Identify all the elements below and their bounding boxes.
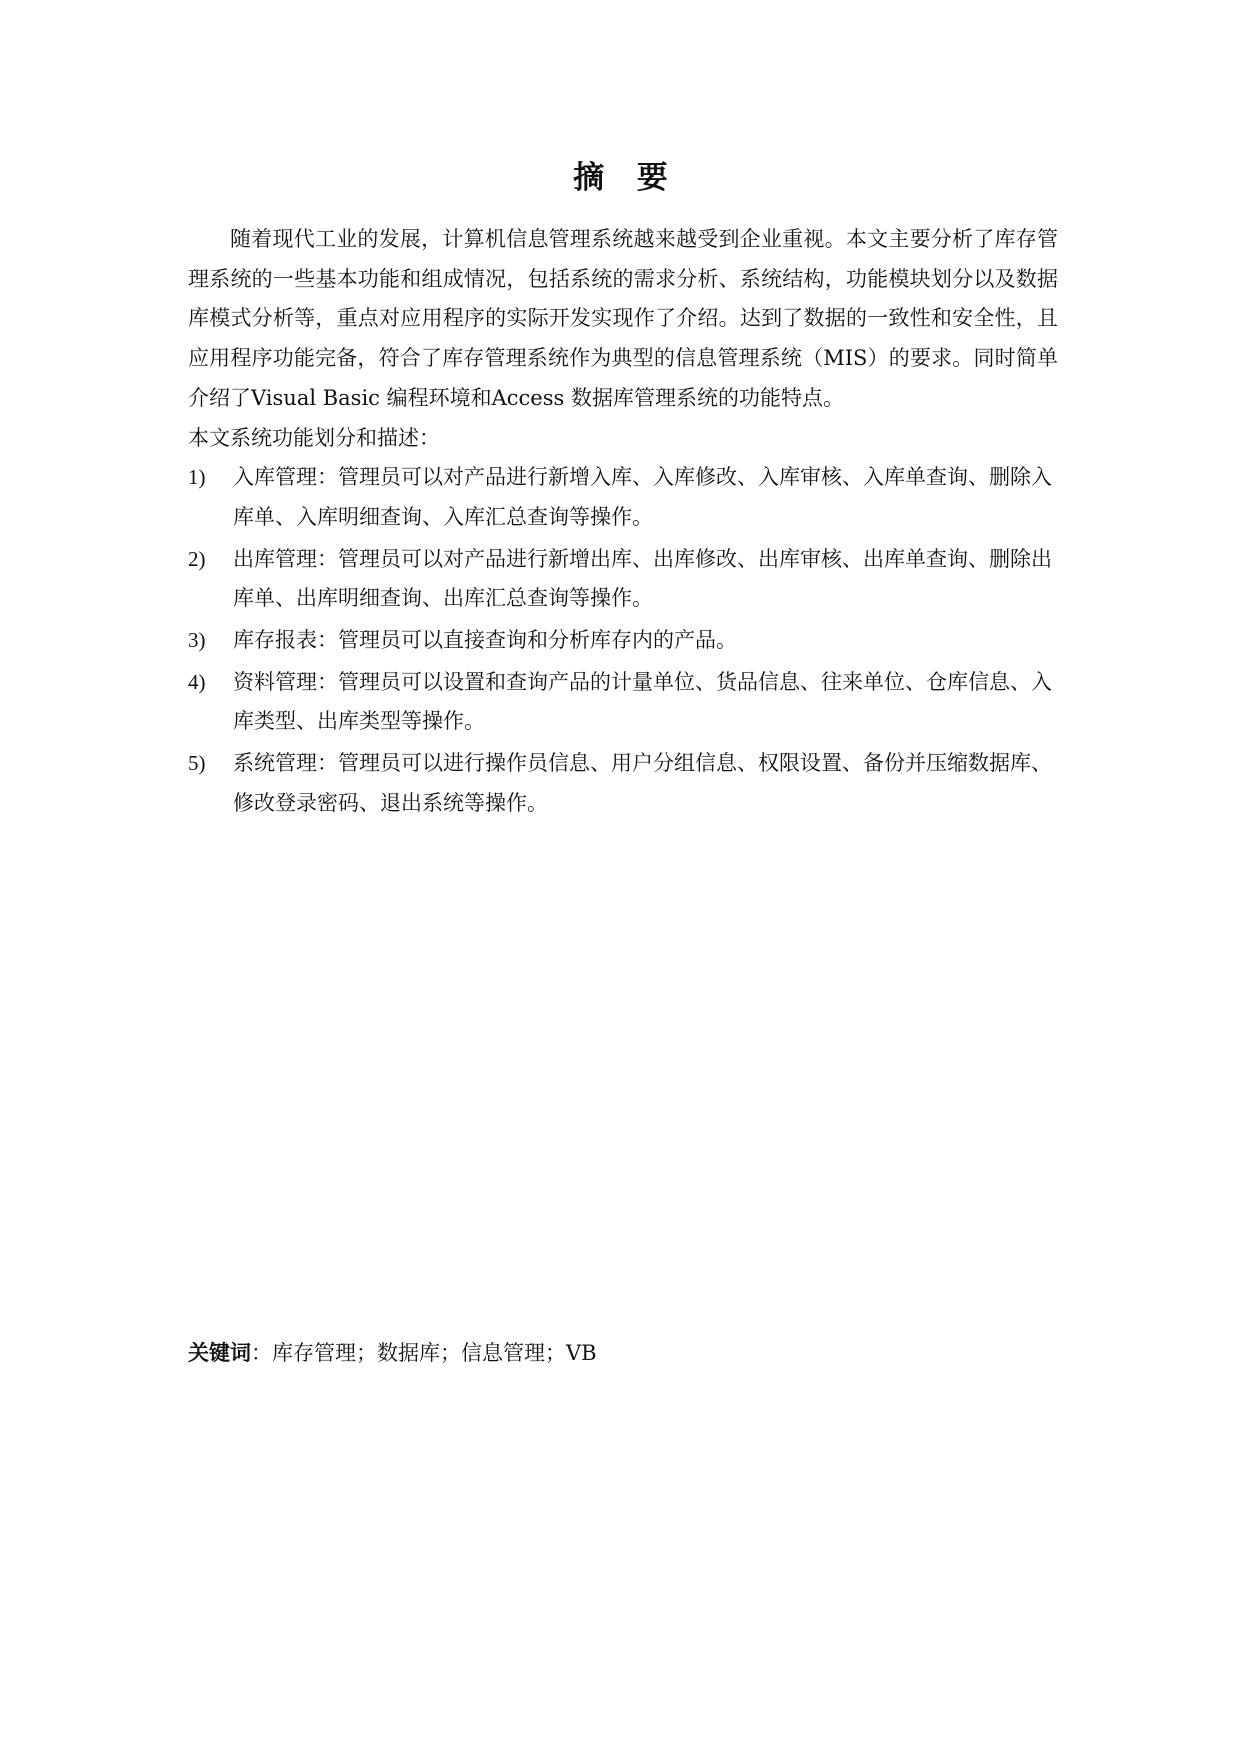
list-item-text: 入库管理：管理员可以对产品进行新增入库、入库修改、入库审核、入库单查询、删除入库单、入库明细查询、入库汇总查询等操作。 xyxy=(233,465,1052,529)
list-item-text: 出库管理：管理员可以对产品进行新增出库、出库修改、出库审核、出库单查询、删除出库单、出库明细查询、出库汇总查询等操作。 xyxy=(233,546,1052,611)
functions-heading: 本文系统功能划分和描述： xyxy=(188,425,440,450)
list-item-text: 系统管理：管理员可以进行操作员信息、用户分组信息、权限设置、备份并压缩数据库、修改登录密码、退出系统等操作。 xyxy=(233,751,1052,815)
list-item xyxy=(188,540,1058,619)
list-item-number: 2) xyxy=(188,546,206,571)
list-item-number: 4) xyxy=(188,669,206,694)
list-item xyxy=(188,744,1058,823)
intro-paragraph: 随着现代工业的发展，计算机信息管理系统越来越受到企业重视。本文主要分析了库存管理系统的一些基本功能和组成情况，包括系统的需求分析、系统结构，功能模块划分以及数据库模式分析等，重点对应用程序的实际开发实现作了介绍。达到了数据的一致性和安全性，且应用程序功能完备，符合了库存管理系统作为典型的信息管理系统（MIS）的要求。同时简单介绍了Visual Basic 编程环境和Access 数据库管理系统的功能特点。 xyxy=(188,227,1058,410)
list-item xyxy=(188,621,1058,661)
list-item-text: 库存报表：管理员可以直接查询和分析库存内的产品。 xyxy=(233,628,737,653)
list-item-text: 资料管理：管理员可以设置和查询产品的计量单位、货品信息、往来单位、仓库信息、入库类型、出库类型等操作。 xyxy=(233,669,1052,734)
keywords-text: ：库存管理；数据库；信息管理；VB xyxy=(251,1341,597,1365)
abstract-title: 摘 要 xyxy=(573,160,679,196)
function-list xyxy=(188,458,1058,823)
list-item-number: 5) xyxy=(188,751,206,776)
list-item-number: 1) xyxy=(188,465,206,490)
list-item xyxy=(188,663,1058,742)
abstract-body xyxy=(188,220,1058,826)
keywords-label: 关键词 xyxy=(188,1341,251,1365)
keywords-line xyxy=(188,1338,597,1368)
list-item-number: 3) xyxy=(188,628,206,653)
list-item xyxy=(188,458,1058,537)
